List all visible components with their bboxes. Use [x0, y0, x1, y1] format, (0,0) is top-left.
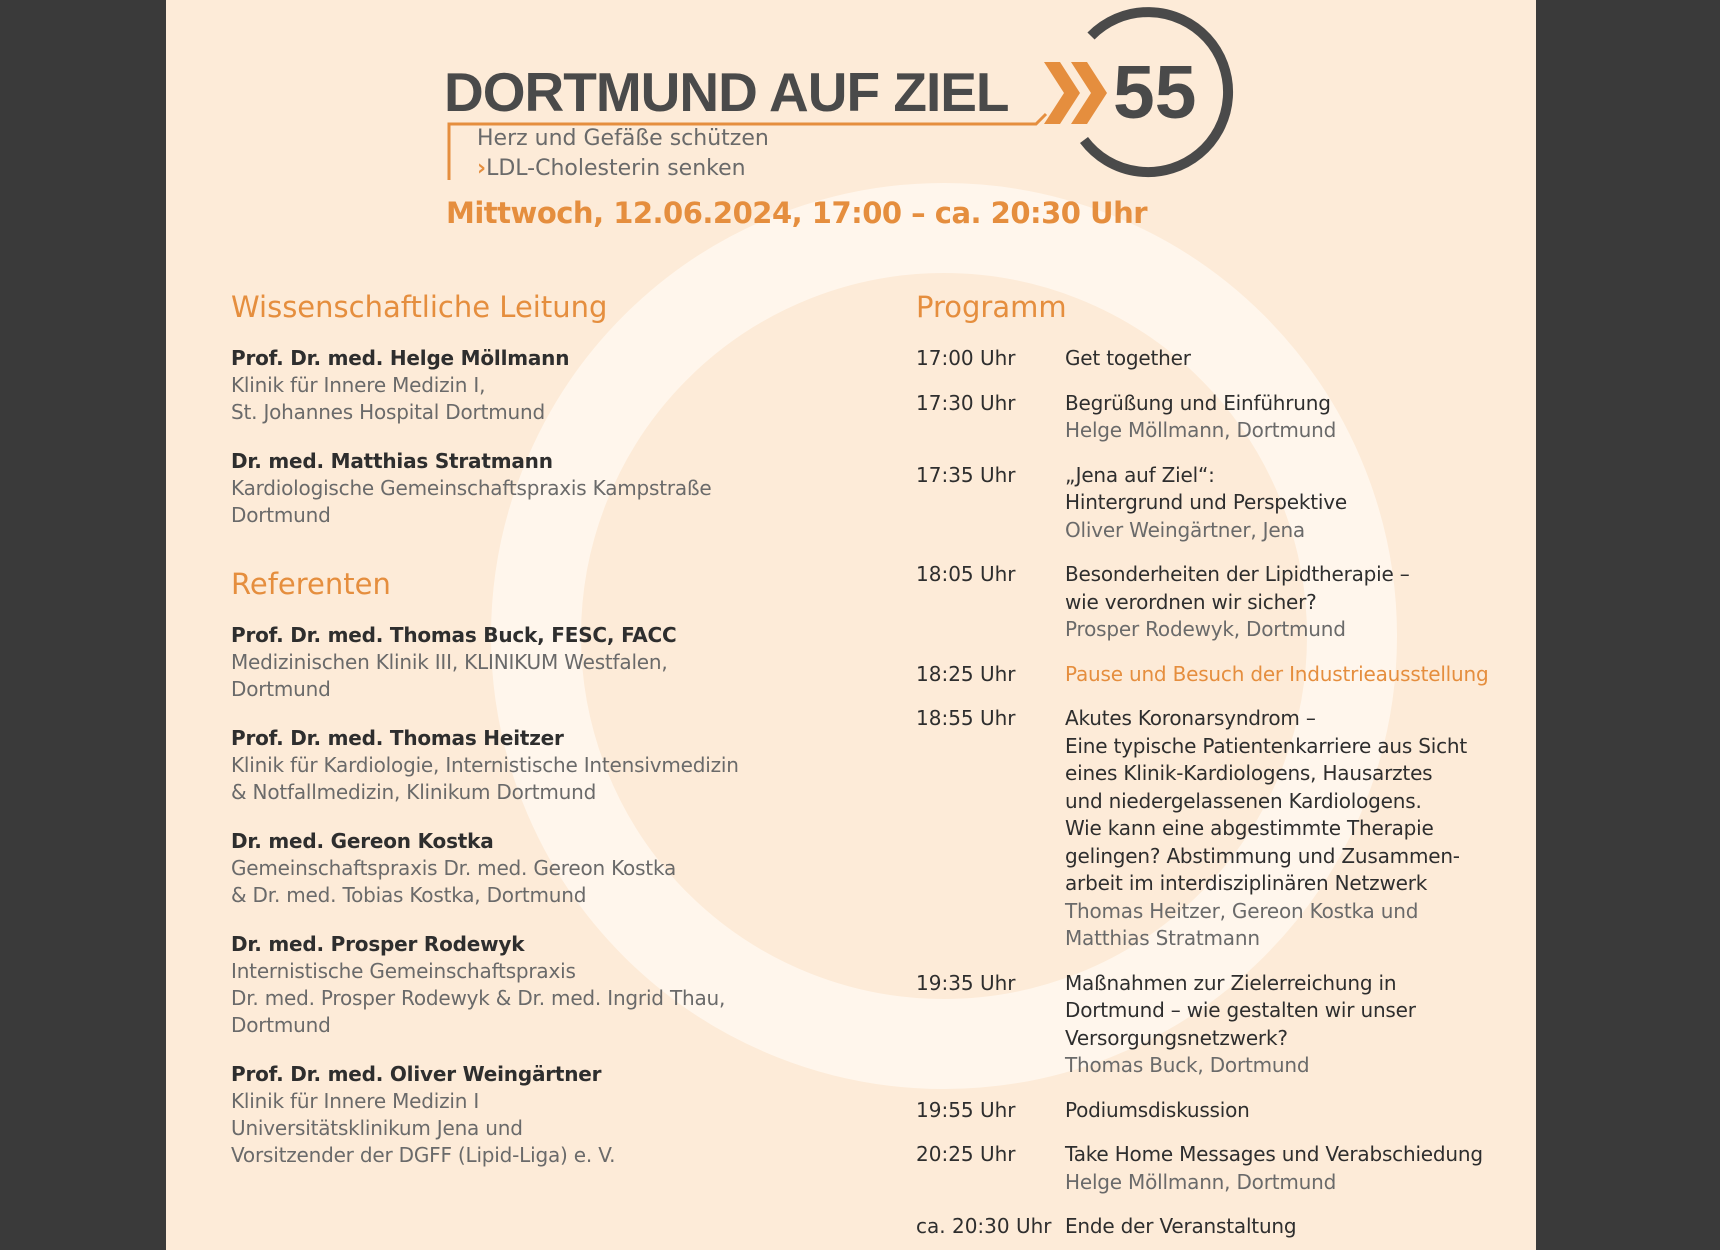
program-title: Versorgungsnetzwerk? — [1065, 1025, 1288, 1050]
program-title: Wie kann eine abgestimmte Therapie — [1065, 816, 1434, 840]
program-title: und niedergelassenen Kardiologens. — [1065, 788, 1422, 813]
person-affiliation: Medizinischen Klinik III, KLINIKUM Westfalen, — [231, 650, 668, 674]
program-body — [1065, 462, 1506, 545]
leitung-list — [231, 345, 791, 551]
programm-list — [916, 345, 1506, 1250]
person-affiliation: Internistische Gemeinschaftspraxis — [231, 959, 576, 983]
chevron-small-icon: › — [477, 156, 487, 181]
program-title: Pause und Besuch der Industrieausstellung — [1065, 661, 1489, 686]
event-date: Mittwoch, 12.06.2024, 17:00 – ca. 20:30 Uhr — [446, 196, 1148, 230]
person-affiliation: Dortmund — [231, 677, 331, 701]
person-entry — [231, 1061, 791, 1169]
program-title: eines Klinik-Kardiologens, Hausarztes — [1065, 761, 1433, 785]
program-body — [1065, 661, 1506, 689]
program-title: Dortmund – wie gestalten wir unser — [1065, 998, 1416, 1022]
flyer-page — [166, 0, 1536, 1250]
referenten-list — [231, 622, 791, 1191]
program-item — [916, 345, 1506, 373]
logo-title: DORTMUND AUF ZIEL — [444, 61, 1009, 123]
program-speaker: Matthias Stratmann — [1065, 926, 1260, 950]
person-name: Prof. Dr. med. Thomas Heitzer — [231, 726, 564, 750]
person-affiliation: & Dr. med. Tobias Kostka, Dortmund — [231, 883, 587, 907]
program-title: Hintergrund und Perspektive — [1065, 490, 1348, 514]
person-entry — [231, 828, 791, 909]
person-name: Prof. Dr. med. Helge Möllmann — [231, 346, 570, 370]
person-affiliation: St. Johannes Hospital Dortmund — [231, 400, 545, 424]
program-title: Take Home Messages und Verabschiedung — [1065, 1142, 1483, 1166]
program-title: gelingen? Abstimmung und Zusammen- — [1065, 843, 1460, 868]
program-time: 20:25 Uhr — [916, 1142, 1016, 1166]
program-speaker: Prosper Rodewyk, Dortmund — [1065, 617, 1346, 641]
person-affiliation: Dr. med. Prosper Rodewyk & Dr. med. Ingrid Thau, — [231, 986, 726, 1010]
chevron-icon — [1044, 62, 1080, 124]
logo-number: 55 — [1113, 50, 1197, 134]
program-title: Podiumsdiskussion — [1065, 1097, 1250, 1122]
person-entry — [231, 345, 791, 426]
program-item — [916, 462, 1506, 545]
person-affiliation: Dortmund — [231, 1013, 331, 1037]
program-item — [916, 1213, 1506, 1241]
program-speaker: Oliver Weingärtner, Jena — [1065, 517, 1305, 542]
person-affiliation: Klinik für Innere Medizin I — [231, 1089, 480, 1113]
program-time: 17:00 Uhr — [916, 346, 1016, 370]
program-speaker: Helge Möllmann, Dortmund — [1065, 418, 1337, 442]
program-body — [1065, 705, 1506, 953]
program-title: Get together — [1065, 346, 1191, 370]
program-title: Begrüßung und Einführung — [1065, 390, 1331, 415]
program-item — [916, 390, 1506, 445]
program-body — [1065, 970, 1506, 1080]
person-affiliation: Dortmund — [231, 503, 331, 527]
program-time: 17:30 Uhr — [916, 390, 1016, 415]
program-item — [916, 661, 1506, 689]
program-item — [916, 561, 1506, 644]
programm-heading: Programm — [916, 290, 1067, 324]
program-item — [916, 1141, 1506, 1196]
program-body — [1065, 1141, 1506, 1196]
person-affiliation: Kardiologische Gemeinschaftspraxis Kampstraße — [231, 476, 712, 500]
program-time: 19:55 Uhr — [916, 1097, 1016, 1122]
program-title: „Jena auf Ziel“: — [1065, 462, 1215, 487]
program-title: Eine typische Patientenkarriere aus Sicht — [1065, 733, 1467, 758]
person-entry — [231, 725, 791, 806]
program-title: Maßnahmen zur Zielerreichung in — [1065, 970, 1397, 995]
program-time: 18:25 Uhr — [916, 661, 1016, 686]
leitung-heading: Wissenschaftliche Leitung — [231, 290, 608, 324]
person-entry — [231, 448, 791, 529]
person-name: Prof. Dr. med. Oliver Weingärtner — [231, 1062, 602, 1086]
person-name: Dr. med. Matthias Stratmann — [231, 449, 553, 473]
program-speaker: Helge Möllmann, Dortmund — [1065, 1169, 1337, 1194]
person-name: Dr. med. Gereon Kostka — [231, 829, 494, 853]
program-body — [1065, 345, 1506, 373]
person-name: Prof. Dr. med. Thomas Buck, FESC, FACC — [231, 623, 677, 647]
referenten-heading: Referenten — [231, 567, 391, 601]
program-time: ca. 20:30 Uhr — [916, 1214, 1052, 1238]
program-time: 17:35 Uhr — [916, 462, 1016, 487]
program-title: Akutes Koronarsyndrom – — [1065, 706, 1316, 730]
subtitle-1: Herz und Gefäße schützen — [477, 126, 769, 151]
program-time: 18:05 Uhr — [916, 562, 1016, 586]
person-affiliation: Universitätsklinikum Jena und — [231, 1116, 523, 1140]
program-title: wie verordnen wir sicher? — [1065, 589, 1317, 614]
program-time: 18:55 Uhr — [916, 706, 1016, 730]
person-affiliation: Klinik für Kardiologie, Internistische Intensivmedizin — [231, 753, 739, 777]
program-body — [1065, 390, 1506, 445]
person-affiliation: Gemeinschaftspraxis Dr. med. Gereon Kostka — [231, 856, 677, 880]
person-affiliation: Klinik für Innere Medizin I, — [231, 373, 486, 397]
person-entry — [231, 622, 791, 703]
program-title: Ende der Veranstaltung — [1065, 1214, 1297, 1238]
program-body — [1065, 561, 1506, 644]
program-item — [916, 970, 1506, 1080]
subtitle-2-row — [477, 156, 746, 181]
program-item — [916, 1097, 1506, 1125]
person-affiliation: & Notfallmedizin, Klinikum Dortmund — [231, 780, 597, 804]
event-logo — [166, 0, 1536, 200]
program-item — [916, 705, 1506, 953]
program-body — [1065, 1213, 1506, 1241]
person-name: Dr. med. Prosper Rodewyk — [231, 932, 525, 956]
subtitle-2: LDL-Cholesterin senken — [486, 156, 746, 181]
person-affiliation: Vorsitzender der DGFF (Lipid-Liga) e. V. — [231, 1143, 616, 1167]
program-body — [1065, 1097, 1506, 1125]
program-title: Besonderheiten der Lipidtherapie – — [1065, 562, 1410, 586]
program-time: 19:35 Uhr — [916, 970, 1016, 995]
program-title: arbeit im interdisziplinären Netzwerk — [1065, 871, 1428, 895]
person-entry — [231, 931, 791, 1039]
program-speaker: Thomas Heitzer, Gereon Kostka und — [1065, 898, 1419, 923]
program-speaker: Thomas Buck, Dortmund — [1065, 1053, 1310, 1077]
